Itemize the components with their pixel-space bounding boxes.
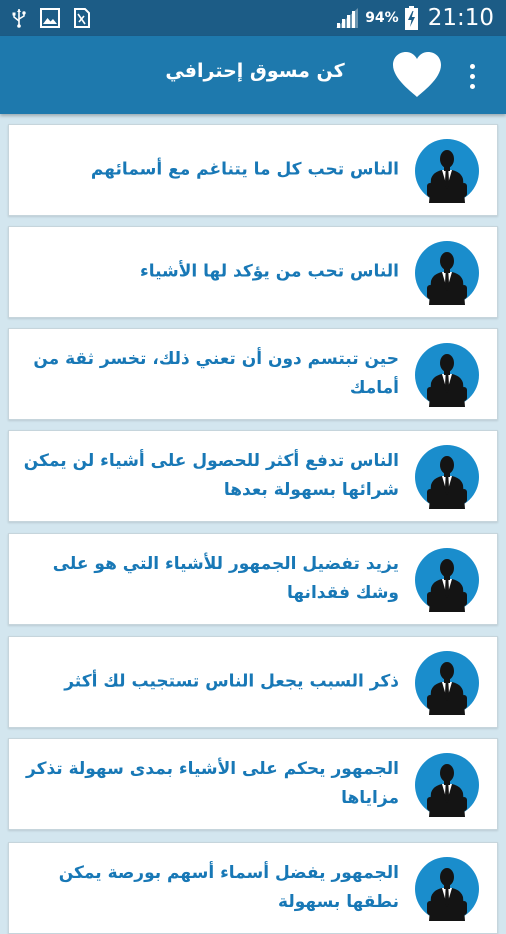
businessman-avatar-icon [415,857,479,921]
list-item[interactable] [8,226,498,318]
businessman-avatar-icon [415,548,479,612]
battery-charging-icon [405,6,418,30]
businessman-avatar-icon [415,241,479,305]
sim-card-icon [74,8,90,28]
tips-list[interactable] [0,114,506,912]
list-item-text: الناس تحب من يؤكد لها الأشياء [140,261,399,282]
list-item[interactable] [8,738,498,830]
list-item-text: يزيد تفضيل الجمهور للأشياء التي هو على وشك فقدانها [52,554,399,603]
list-item[interactable] [8,430,498,522]
menu-dot [470,84,475,89]
list-item-text: الناس تحب كل ما يتناغم مع أسمائهم [90,159,399,180]
list-item[interactable] [8,328,498,420]
list-item[interactable] [8,636,498,728]
favorites-button[interactable] [391,51,443,99]
list-item-text: الجمهور يفضل أسماء أسهم بورصة يمكن نطقها بسهولة [58,863,399,912]
businessman-avatar-icon [415,651,479,715]
businessman-avatar-icon [415,753,479,817]
list-item-text: الجمهور يحكم على الأشياء بمدى سهولة تذكر مزاياها [26,759,399,808]
status-bar [0,0,506,36]
menu-dot [470,74,475,79]
clock: 21:10 [427,5,494,31]
list-item-text: حين تبتسم دون أن تعني ذلك، تخسر ثقة من أمامك [33,349,399,398]
list-item[interactable] [8,842,498,934]
notification-icons [12,7,90,29]
list-item[interactable] [8,124,498,216]
list-item-text: الناس تدفع أكثر للحصول على أشياء لن يمكن شرائها بسهولة بعدها [23,451,399,500]
signal-icon [335,7,359,29]
menu-dot [470,64,475,69]
system-status [335,4,494,32]
businessman-avatar-icon [415,343,479,407]
businessman-avatar-icon [415,445,479,509]
app-bar [0,36,506,114]
battery-percent: 94% [365,10,399,26]
businessman-avatar-icon [415,139,479,203]
list-item-text: ذكر السبب يجعل الناس تستجيب لك أكثر [64,671,399,692]
image-icon [40,8,60,28]
heart-icon [391,51,443,99]
app-title: كن مسوق إحترافي [165,60,345,82]
list-item[interactable] [8,533,498,625]
usb-icon [12,8,26,28]
more-options-button[interactable] [462,58,482,94]
